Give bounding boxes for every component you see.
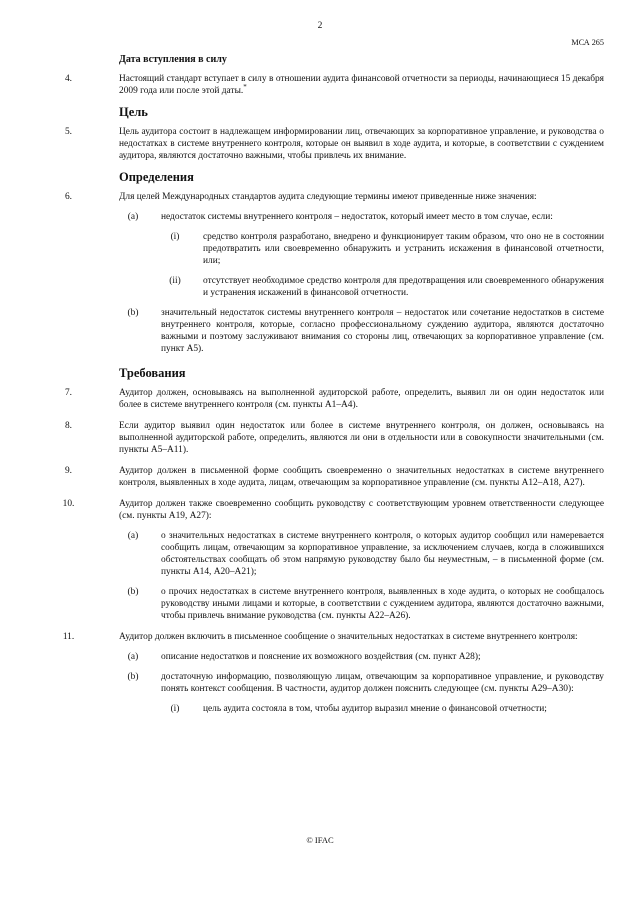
- sub-item-text: недостаток системы внутреннего контроля – недостаток, который имеет место в том случае, если:: [161, 212, 553, 222]
- paragraph-text: Для целей Международных стандартов аудита следующие термины имеют приведенные ниже значения:: [119, 192, 537, 202]
- sub-item-text: значительный недостаток системы внутреннего контроля – недостаток или сочетание недостатков в системе внутреннего контроля, которые, согласно профессиональному суждению аудитора, являются достаточно важными и поэтому заслуживают внимания со стороны лиц, отвечающих за корпоративное управление (см. пункт А5).: [161, 308, 604, 354]
- paragraph-4: [64, 73, 604, 97]
- paragraph-text: Аудитор должен также своевременно сообщить руководству с соответствующим уровнем ответственности следующее (см. пункты А19, А27):: [119, 499, 604, 521]
- paragraph-number: 10.: [62, 499, 75, 509]
- sub-item-number: (i): [170, 232, 180, 242]
- paragraph-text: Аудитор должен включить в письменное сообщение о значительных недостатках в системе внутреннего контроля:: [119, 632, 578, 642]
- sub-item-number: (ii): [169, 276, 181, 286]
- sub-item-text: о значительных недостатках в системе внутреннего контроля, о которых аудитор сообщил или намеревается сообщить лицам, отвечающим за корпоративное управление, за исключением случаев, когда в сложившихся обстоятельствах сообщать об этом напрямую руководству было бы неуместным, – в письменной форме (см. пункты А14, А20–А21);: [161, 531, 604, 577]
- document-body: [62, 54, 604, 724]
- paragraph-11: [62, 631, 604, 715]
- copyright-footer: © IFAC: [306, 835, 334, 845]
- paragraph-9: [64, 465, 604, 489]
- sub-item-number: (i): [170, 704, 180, 714]
- paragraph-number: 9.: [64, 466, 73, 476]
- sub-item-6a: [127, 211, 604, 299]
- paragraph-number: 7.: [64, 388, 73, 398]
- paragraph-number: 5.: [64, 127, 73, 137]
- paragraph-8: [64, 420, 604, 456]
- sub-item-11b: [127, 671, 604, 715]
- paragraph-7: [64, 387, 604, 411]
- sub-item-10b: [127, 586, 604, 622]
- section-heading-requirements: Требования: [119, 366, 186, 380]
- section-heading-objective: Цель: [119, 105, 148, 119]
- paragraph-number: 11.: [62, 632, 75, 642]
- paragraph-6: [64, 191, 604, 355]
- paragraph-text: Аудитор должен в письменной форме сообщить своевременно о значительных недостатках в системе внутреннего контроля, выявленных в ходе аудита, лицам, отвечающим за корпоративное управление (см. пункты А12–А18, А27).: [119, 466, 604, 488]
- sub-item-11b-i: [170, 703, 604, 715]
- paragraph-text: Если аудитор выявил один недостаток или более в системе внутреннего контроля, он должен, основываясь на выполненной аудиторской работе, определить, являются ли они в отдельности или в совокупности значительными (см. пункты А5–А11).: [119, 421, 604, 455]
- sub-item-11a: [127, 651, 604, 663]
- paragraph-text: Настоящий стандарт вступает в силу в отношении аудита финансовой отчетности за периоды, начинающиеся 15 декабря 2009 года или после этой даты.: [119, 74, 604, 96]
- sub-item-text: достаточную информацию, позволяющую лицам, отвечающим за корпоративное управление, и руководству понять контекст сообщения. В частности, аудитор должен пояснить следующее (см. пункты А29–А30):: [161, 672, 604, 694]
- paragraph-text: Цель аудитора состоит в надлежащем информировании лиц, отвечающих за корпоративное управление, и руководства о недостатках в системе внутреннего контроля, которые он выявил в ходе аудита, и которые, в соответствии с суждением аудитора, являются достаточно важными, чтобы привлечь их внимание.: [119, 127, 604, 161]
- paragraph-number: 6.: [64, 192, 73, 202]
- paragraph-5: [64, 126, 604, 162]
- sub-item-10a: [127, 530, 604, 578]
- sub-item-text: цель аудита состояла в том, чтобы аудитор выразил мнение о финансовой отчетности;: [203, 704, 547, 714]
- sub-item-text: о прочих недостатках в системе внутреннего контроля, выявленных в ходе аудита, о которых не сообщалось руководству иными лицами и которые, в соответствии с суждением аудитора, являются достаточно важными, чтобы привлечь внимание руководства (см. пункты А22–А26).: [161, 587, 604, 621]
- sub-item-6b: [127, 307, 604, 355]
- paragraph-number: 4.: [64, 74, 73, 84]
- sub-item-number: (a): [127, 212, 139, 222]
- sub-item-6a-ii: [169, 275, 604, 299]
- sub-item-number: (b): [127, 308, 139, 318]
- footnote-marker: *: [243, 82, 247, 91]
- paragraph-number: 8.: [64, 421, 73, 431]
- sub-item-number: (a): [127, 531, 139, 541]
- sub-item-number: (b): [127, 672, 139, 682]
- standard-code: МСА 265: [571, 38, 604, 47]
- sub-item-text: описание недостатков и пояснение их возможного воздействия (см. пункт А28);: [161, 652, 481, 662]
- section-heading-definitions: Определения: [119, 170, 194, 184]
- paragraph-text: Аудитор должен, основываясь на выполненной аудиторской работе, определить, выявил ли он один недостаток или более в системе внутреннего контроля (см. пункты А1–А4).: [119, 388, 604, 410]
- sub-item-number: (b): [127, 587, 139, 597]
- sub-item-text: отсутствует необходимое средство контроля для предотвращения или своевременного обнаружения и устранения искажений в финансовой отчетности.: [203, 276, 604, 298]
- section-heading-effective-date: Дата вступления в силу: [119, 54, 227, 65]
- page-number: 2: [317, 21, 323, 31]
- sub-item-number: (a): [127, 652, 139, 662]
- sub-item-6a-i: [170, 231, 604, 267]
- sub-item-text: средство контроля разработано, внедрено и функционирует таким образом, что оно не в состоянии предотвратить или своевременно обнаружить и устранить искажения в финансовой отчетности, или;: [203, 232, 604, 266]
- paragraph-10: [62, 498, 604, 622]
